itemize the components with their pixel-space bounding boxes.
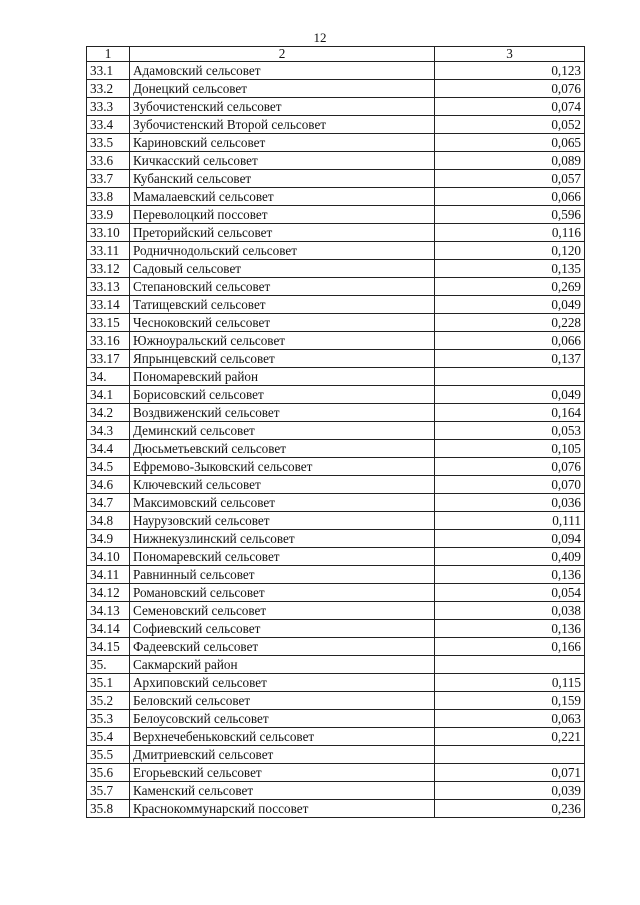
table-row <box>87 98 585 116</box>
row-value: 0,136 <box>435 620 585 638</box>
row-value: 0,070 <box>435 476 585 494</box>
row-value: 0,136 <box>435 566 585 584</box>
table-row <box>87 494 585 512</box>
row-value: 0,123 <box>435 62 585 80</box>
row-number: 34.13 <box>87 602 130 620</box>
row-value <box>435 656 585 674</box>
table-row <box>87 260 585 278</box>
row-number: 35.1 <box>87 674 130 692</box>
table-row <box>87 692 585 710</box>
table-row <box>87 62 585 80</box>
municipality-name: Южноуральский сельсовет <box>130 332 435 350</box>
table-row <box>87 620 585 638</box>
municipality-name: Чесноковский сельсовет <box>130 314 435 332</box>
row-value: 0,228 <box>435 314 585 332</box>
municipality-name: Каменский сельсовет <box>130 782 435 800</box>
municipality-name: Ефремово-Зыковский сельсовет <box>130 458 435 476</box>
row-value: 0,105 <box>435 440 585 458</box>
row-number: 33.12 <box>87 260 130 278</box>
table-row <box>87 566 585 584</box>
row-value: 0,089 <box>435 152 585 170</box>
row-value: 0,409 <box>435 548 585 566</box>
table-row <box>87 710 585 728</box>
row-number: 34.12 <box>87 584 130 602</box>
row-number: 34.10 <box>87 548 130 566</box>
municipality-name: Воздвиженский сельсовет <box>130 404 435 422</box>
municipality-name: Максимовский сельсовет <box>130 494 435 512</box>
table-row <box>87 206 585 224</box>
municipality-name: Донецкий сельсовет <box>130 80 435 98</box>
municipality-name: Наурузовский сельсовет <box>130 512 435 530</box>
table-row <box>87 674 585 692</box>
column-header-2: 2 <box>130 47 435 62</box>
row-value: 0,115 <box>435 674 585 692</box>
row-value: 0,071 <box>435 764 585 782</box>
table-row <box>87 296 585 314</box>
row-number: 35.2 <box>87 692 130 710</box>
row-value: 0,054 <box>435 584 585 602</box>
row-number: 35.7 <box>87 782 130 800</box>
row-value: 0,049 <box>435 296 585 314</box>
municipality-name: Зубочистенский Второй сельсовет <box>130 116 435 134</box>
municipality-name: Преторийский сельсовет <box>130 224 435 242</box>
row-number: 35. <box>87 656 130 674</box>
row-value: 0,065 <box>435 134 585 152</box>
row-number: 33.13 <box>87 278 130 296</box>
column-header-1: 1 <box>87 47 130 62</box>
row-number: 34.15 <box>87 638 130 656</box>
row-number: 33.5 <box>87 134 130 152</box>
municipality-name: Зубочистенский сельсовет <box>130 98 435 116</box>
municipality-name: Мамалаевский сельсовет <box>130 188 435 206</box>
table-row <box>87 746 585 764</box>
row-number: 35.3 <box>87 710 130 728</box>
row-number: 34.14 <box>87 620 130 638</box>
row-number: 35.6 <box>87 764 130 782</box>
row-value: 0,159 <box>435 692 585 710</box>
row-value: 0,036 <box>435 494 585 512</box>
table-row <box>87 80 585 98</box>
row-number: 33.8 <box>87 188 130 206</box>
row-number: 33.11 <box>87 242 130 260</box>
municipality-name: Беловский сельсовет <box>130 692 435 710</box>
row-number: 33.15 <box>87 314 130 332</box>
municipality-name: Япрынцевский сельсовет <box>130 350 435 368</box>
row-value: 0,076 <box>435 458 585 476</box>
row-number: 34.3 <box>87 422 130 440</box>
municipality-name: Архиповский сельсовет <box>130 674 435 692</box>
municipality-name: Деминский сельсовет <box>130 422 435 440</box>
table-row <box>87 368 585 386</box>
row-number: 34.6 <box>87 476 130 494</box>
row-value: 0,120 <box>435 242 585 260</box>
row-value: 0,221 <box>435 728 585 746</box>
row-value: 0,052 <box>435 116 585 134</box>
row-value: 0,066 <box>435 332 585 350</box>
row-value: 0,038 <box>435 602 585 620</box>
row-value: 0,166 <box>435 638 585 656</box>
row-number: 33.14 <box>87 296 130 314</box>
table-row <box>87 224 585 242</box>
table-header-row <box>87 47 585 62</box>
allocation-table <box>86 46 585 818</box>
municipality-name: Родничнодольский сельсовет <box>130 242 435 260</box>
municipality-name: Равнинный сельсовет <box>130 566 435 584</box>
municipality-name: Нижнекузлинский сельсовет <box>130 530 435 548</box>
row-number: 34.7 <box>87 494 130 512</box>
row-number: 33.1 <box>87 62 130 80</box>
municipality-name: Краснокоммунарский поссовет <box>130 800 435 818</box>
row-number: 34.5 <box>87 458 130 476</box>
table-row <box>87 638 585 656</box>
row-number: 34.4 <box>87 440 130 458</box>
table-row <box>87 476 585 494</box>
row-value: 0,053 <box>435 422 585 440</box>
row-number: 34.8 <box>87 512 130 530</box>
column-header-3: 3 <box>435 47 585 62</box>
row-number: 35.8 <box>87 800 130 818</box>
municipality-name: Адамовский сельсовет <box>130 62 435 80</box>
table-row <box>87 602 585 620</box>
municipality-name: Дмитриевский сельсовет <box>130 746 435 764</box>
page-number: 12 <box>313 30 327 45</box>
row-value: 0,236 <box>435 800 585 818</box>
municipality-name: Романовский сельсовет <box>130 584 435 602</box>
table-row <box>87 332 585 350</box>
row-number: 33.4 <box>87 116 130 134</box>
municipality-name: Кариновский сельсовет <box>130 134 435 152</box>
row-number: 34.2 <box>87 404 130 422</box>
municipality-name: Кичкасский сельсовет <box>130 152 435 170</box>
table-row <box>87 440 585 458</box>
table-row <box>87 422 585 440</box>
row-number: 33.6 <box>87 152 130 170</box>
table-row <box>87 764 585 782</box>
table-row <box>87 278 585 296</box>
table-row <box>87 152 585 170</box>
municipality-name: Пономаревский сельсовет <box>130 548 435 566</box>
table-row <box>87 584 585 602</box>
row-value: 0,057 <box>435 170 585 188</box>
table-row <box>87 116 585 134</box>
municipality-name: Степановский сельсовет <box>130 278 435 296</box>
row-value: 0,135 <box>435 260 585 278</box>
row-number: 33.2 <box>87 80 130 98</box>
municipality-name: Переволоцкий поссовет <box>130 206 435 224</box>
municipality-name: Софиевский сельсовет <box>130 620 435 638</box>
row-number: 33.7 <box>87 170 130 188</box>
table-row <box>87 314 585 332</box>
municipality-name: Семеновский сельсовет <box>130 602 435 620</box>
table-row <box>87 386 585 404</box>
row-value <box>435 746 585 764</box>
row-number: 33.9 <box>87 206 130 224</box>
row-value: 0,074 <box>435 98 585 116</box>
row-number: 34.1 <box>87 386 130 404</box>
row-value: 0,049 <box>435 386 585 404</box>
row-number: 33.10 <box>87 224 130 242</box>
municipality-name: Сакмарский район <box>130 656 435 674</box>
table-row <box>87 782 585 800</box>
table-row <box>87 512 585 530</box>
row-value: 0,137 <box>435 350 585 368</box>
municipality-name: Садовый сельсовет <box>130 260 435 278</box>
table-row <box>87 242 585 260</box>
table-row <box>87 800 585 818</box>
table-row <box>87 656 585 674</box>
municipality-name: Верхнечебеньковский сельсовет <box>130 728 435 746</box>
municipality-name: Борисовский сельсовет <box>130 386 435 404</box>
row-value: 0,111 <box>435 512 585 530</box>
row-value: 0,076 <box>435 80 585 98</box>
row-number: 34.11 <box>87 566 130 584</box>
municipality-name: Ключевский сельсовет <box>130 476 435 494</box>
row-value: 0,596 <box>435 206 585 224</box>
row-number: 33.17 <box>87 350 130 368</box>
table-row <box>87 188 585 206</box>
table-row <box>87 548 585 566</box>
row-number: 34.9 <box>87 530 130 548</box>
row-value <box>435 368 585 386</box>
row-value: 0,039 <box>435 782 585 800</box>
row-value: 0,066 <box>435 188 585 206</box>
municipality-name: Татищевский сельсовет <box>130 296 435 314</box>
table-row <box>87 134 585 152</box>
table-row <box>87 404 585 422</box>
table-row <box>87 530 585 548</box>
municipality-name: Пономаревский район <box>130 368 435 386</box>
row-value: 0,063 <box>435 710 585 728</box>
row-value: 0,116 <box>435 224 585 242</box>
row-number: 33.16 <box>87 332 130 350</box>
row-value: 0,164 <box>435 404 585 422</box>
row-value: 0,094 <box>435 530 585 548</box>
table-row <box>87 350 585 368</box>
row-number: 33.3 <box>87 98 130 116</box>
municipality-name: Кубанский сельсовет <box>130 170 435 188</box>
table-row <box>87 170 585 188</box>
row-value: 0,269 <box>435 278 585 296</box>
row-number: 35.4 <box>87 728 130 746</box>
table-row <box>87 458 585 476</box>
municipality-name: Белоусовский сельсовет <box>130 710 435 728</box>
municipality-name: Егорьевский сельсовет <box>130 764 435 782</box>
row-number: 34. <box>87 368 130 386</box>
municipality-name: Дюсьметьевский сельсовет <box>130 440 435 458</box>
table-row <box>87 728 585 746</box>
row-number: 35.5 <box>87 746 130 764</box>
municipality-name: Фадеевский сельсовет <box>130 638 435 656</box>
